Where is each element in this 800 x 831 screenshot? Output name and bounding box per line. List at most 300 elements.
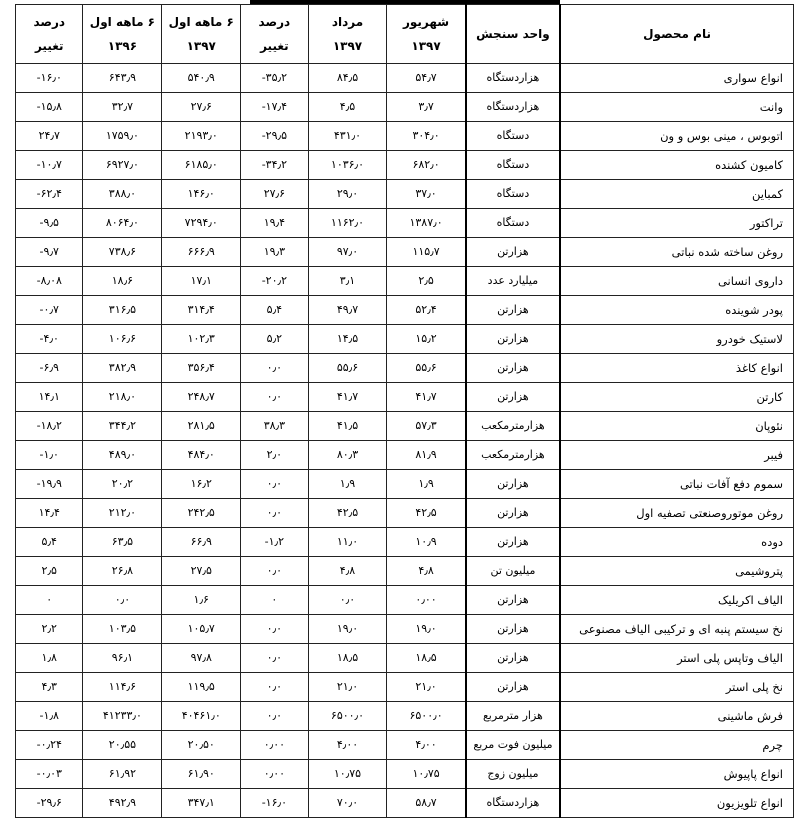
cell-pct-change-monthly-value: -۱٫۲ <box>264 535 285 548</box>
cell-six-month-1397 <box>162 267 241 296</box>
cell-shahrivar-value: ۵۷٫۳ <box>415 419 437 432</box>
cell-pct-change-monthly-value: ۳۸٫۳ <box>263 419 286 432</box>
cell-six-month-1396 <box>83 702 162 731</box>
table-row <box>16 354 794 383</box>
cell-pct-change-monthly <box>241 441 308 470</box>
cell-six-month-1396-value: ۲۱۸٫۰ <box>108 390 137 403</box>
cell-pct-change-monthly <box>241 325 308 354</box>
cell-six-month-1396 <box>83 354 162 383</box>
cell-shahrivar <box>387 122 466 151</box>
cell-six-month-1397-value: ۲۸۱٫۵ <box>187 419 215 432</box>
cell-mordad-value: ۴۱٫۵ <box>336 419 359 432</box>
table-header <box>16 5 794 64</box>
cell-six-month-1397 <box>162 673 241 702</box>
cell-shahrivar-value: ۱۵٫۲ <box>415 332 437 345</box>
cell-six-month-1397-value: ۷۲۹۴٫۰ <box>184 216 218 229</box>
cell-six-month-1396-value: ۳۴۴٫۲ <box>108 419 137 432</box>
cell-mordad <box>308 209 387 238</box>
cell-pct-change-monthly-value: ۲۷٫۶ <box>263 187 286 200</box>
cell-product-name <box>560 151 793 180</box>
table-row <box>16 557 794 586</box>
cell-unit-value: هزارتن <box>497 332 529 345</box>
cell-shahrivar <box>387 325 466 354</box>
cell-shahrivar <box>387 644 466 673</box>
cell-pct-change-six-month-value: -۹٫۵ <box>39 216 59 229</box>
cell-six-month-1397-value: ۵۴۰٫۹ <box>187 71 215 84</box>
cell-six-month-1397-value: ۶۱٫۹۰ <box>187 767 215 780</box>
cell-six-month-1396 <box>83 383 162 412</box>
cell-unit <box>466 470 560 499</box>
table-row <box>16 209 794 238</box>
cell-mordad-value: ۲۹٫۰ <box>336 187 359 200</box>
header-product: نام محصول <box>560 5 793 64</box>
cell-pct-change-six-month <box>16 441 83 470</box>
production-table-container <box>15 4 794 818</box>
cell-pct-change-six-month <box>16 412 83 441</box>
cell-unit-value: دستگاه <box>496 216 530 229</box>
cell-pct-change-monthly <box>241 383 308 412</box>
cell-product-name <box>560 470 793 499</box>
cell-six-month-1396 <box>83 528 162 557</box>
cell-six-month-1396 <box>83 557 162 586</box>
cell-pct-change-six-month <box>16 122 83 151</box>
cell-mordad <box>308 789 387 818</box>
cell-shahrivar <box>387 702 466 731</box>
cell-pct-change-monthly <box>241 644 308 673</box>
cell-six-month-1397-value: ۶۶٫۹ <box>190 535 212 548</box>
cell-six-month-1397 <box>162 644 241 673</box>
cell-product-name-value: تراکتور <box>749 216 783 230</box>
cell-shahrivar-value: ۱۰٫۹ <box>415 535 437 548</box>
cell-unit-value: هزاردستگاه <box>486 100 540 113</box>
cell-pct-change-monthly <box>241 702 308 731</box>
table-row <box>16 528 794 557</box>
table-row <box>16 702 794 731</box>
cell-product-name <box>560 557 793 586</box>
cell-six-month-1396 <box>83 644 162 673</box>
cell-product-name <box>560 180 793 209</box>
cell-pct-change-monthly <box>241 731 308 760</box>
cell-unit-value: هزارتن <box>497 622 529 635</box>
cell-six-month-1397 <box>162 354 241 383</box>
cell-mordad <box>308 412 387 441</box>
cell-shahrivar <box>387 354 466 383</box>
cell-six-month-1396 <box>83 180 162 209</box>
cell-six-month-1396 <box>83 238 162 267</box>
cell-six-month-1396 <box>83 441 162 470</box>
cell-pct-change-monthly <box>241 615 308 644</box>
cell-unit <box>466 209 560 238</box>
cell-pct-change-six-month <box>16 557 83 586</box>
cell-six-month-1396-value: ۱۰۶٫۶ <box>108 332 137 345</box>
cell-product-name <box>560 528 793 557</box>
cell-product-name <box>560 499 793 528</box>
table-row <box>16 325 794 354</box>
cell-six-month-1396 <box>83 731 162 760</box>
cell-six-month-1397 <box>162 209 241 238</box>
cell-pct-change-six-month-value: -۰٫۰۳ <box>36 767 62 780</box>
cell-six-month-1397-value: ۳۱۴٫۴ <box>187 303 215 316</box>
cell-shahrivar <box>387 499 466 528</box>
cell-six-month-1397-value: ۳۵۶٫۴ <box>187 361 215 374</box>
cell-six-month-1397 <box>162 383 241 412</box>
cell-pct-change-six-month <box>16 499 83 528</box>
cell-unit <box>466 122 560 151</box>
cell-mordad <box>308 93 387 122</box>
cell-pct-change-monthly <box>241 557 308 586</box>
cell-product-name-value: الیاف اکریلیک <box>717 593 783 607</box>
cell-shahrivar-value: ۱۳۸۷٫۰ <box>409 216 443 229</box>
cell-six-month-1396-value: ۴۹۲٫۹ <box>108 796 137 809</box>
cell-unit <box>466 354 560 383</box>
cell-shahrivar <box>387 151 466 180</box>
cell-unit <box>466 557 560 586</box>
cell-six-month-1396 <box>83 325 162 354</box>
cell-product-name <box>560 789 793 818</box>
cell-six-month-1396 <box>83 789 162 818</box>
cell-unit-value: دستگاه <box>496 158 530 171</box>
cell-pct-change-monthly-value: -۲۰٫۲ <box>261 274 287 287</box>
cell-unit <box>466 238 560 267</box>
cell-unit <box>466 296 560 325</box>
cell-pct-change-monthly-value: ۰٫۰۰ <box>263 738 286 751</box>
cell-product-name-value: نخ سیستم پنبه ای و ترکیبی الیاف مصنوعی <box>579 622 783 636</box>
cell-unit-value: هزارتن <box>497 361 529 374</box>
cell-unit-value: هزارتن <box>497 477 529 490</box>
cell-mordad <box>308 325 387 354</box>
cell-product-name-value: کارتن <box>756 390 783 404</box>
cell-mordad <box>308 528 387 557</box>
table-row <box>16 673 794 702</box>
cell-shahrivar-value: ۴۲٫۵ <box>415 506 437 519</box>
cell-unit-value: میلیون زوج <box>487 767 539 780</box>
cell-mordad <box>308 499 387 528</box>
cell-unit <box>466 64 560 93</box>
cell-product-name-value: انواع تلویزیون <box>716 796 783 810</box>
cell-pct-change-six-month <box>16 731 83 760</box>
cell-product-name <box>560 702 793 731</box>
cell-six-month-1396 <box>83 209 162 238</box>
cell-product-name <box>560 93 793 122</box>
cell-mordad <box>308 470 387 499</box>
cell-mordad <box>308 673 387 702</box>
table-row <box>16 760 794 789</box>
cell-mordad-value: ۱۰۳۶٫۰ <box>330 158 365 171</box>
cell-shahrivar-value: ۱۸٫۵ <box>415 651 437 664</box>
table-row <box>16 441 794 470</box>
cell-six-month-1397-value: ۱٫۶ <box>193 593 209 606</box>
table-row <box>16 93 794 122</box>
cell-pct-change-monthly <box>241 267 308 296</box>
cell-unit-value: هزاردستگاه <box>486 71 540 84</box>
cell-pct-change-monthly <box>241 470 308 499</box>
cell-six-month-1397-value: ۱۱۹٫۵ <box>187 680 215 693</box>
cell-shahrivar-value: ۴۱٫۷ <box>415 390 437 403</box>
header-six-1396: ۶ ماهه اول ۱۳۹۶ <box>83 5 162 64</box>
cell-mordad <box>308 180 387 209</box>
cell-shahrivar <box>387 296 466 325</box>
cell-pct-change-six-month <box>16 209 83 238</box>
cell-unit <box>466 702 560 731</box>
cell-unit <box>466 383 560 412</box>
cell-shahrivar-value: ۵۸٫۷ <box>415 796 437 809</box>
cell-shahrivar <box>387 615 466 644</box>
cell-pct-change-six-month-value: ۰ <box>46 593 53 606</box>
cell-six-month-1397-value: ۱۰۵٫۷ <box>187 622 215 635</box>
cell-pct-change-six-month-value: -۶۲٫۴ <box>36 187 62 200</box>
cell-six-month-1396 <box>83 122 162 151</box>
cell-six-month-1397-value: ۱۰۲٫۳ <box>187 332 215 345</box>
cell-six-month-1396 <box>83 499 162 528</box>
cell-mordad-value: ۴٫۸ <box>339 564 356 577</box>
cell-mordad-value: ۹۷٫۰ <box>336 245 359 258</box>
cell-mordad-value: ۱۴٫۵ <box>336 332 359 345</box>
cell-mordad-value: ۶۵۰۰٫۰ <box>330 709 365 722</box>
header-pct2: درصد تغییر <box>16 5 83 64</box>
cell-pct-change-six-month <box>16 760 83 789</box>
cell-six-month-1397-value: ۲۴۸٫۷ <box>187 390 215 403</box>
cell-six-month-1397 <box>162 731 241 760</box>
cell-product-name <box>560 441 793 470</box>
cell-shahrivar-value: ۱٫۹ <box>418 477 434 490</box>
cell-pct-change-six-month-value: -۱٫۰ <box>39 448 59 461</box>
cell-product-name-value: فرش ماشینی <box>717 709 783 723</box>
cell-mordad <box>308 702 387 731</box>
cell-unit <box>466 760 560 789</box>
cell-unit-value: میلیون فوت مربع <box>473 738 553 751</box>
cell-mordad-value: ۴۹٫۷ <box>336 303 359 316</box>
cell-product-name-value: پودر شوینده <box>725 303 783 317</box>
cell-six-month-1396-value: ۷۳۸٫۶ <box>108 245 137 258</box>
cell-product-name <box>560 296 793 325</box>
cell-mordad <box>308 731 387 760</box>
cell-six-month-1396 <box>83 151 162 180</box>
cell-pct-change-monthly-value: ۵٫۲ <box>266 332 283 345</box>
cell-product-name-value: انواع سواری <box>723 71 783 85</box>
cell-pct-change-six-month <box>16 267 83 296</box>
cell-shahrivar <box>387 267 466 296</box>
cell-shahrivar-value: ۵۵٫۶ <box>415 361 437 374</box>
cell-six-month-1397 <box>162 499 241 528</box>
cell-shahrivar-value: ۳۰۴٫۰ <box>412 129 440 142</box>
cell-mordad <box>308 760 387 789</box>
cell-product-name <box>560 209 793 238</box>
cell-product-name <box>560 586 793 615</box>
cell-shahrivar <box>387 93 466 122</box>
cell-six-month-1397 <box>162 528 241 557</box>
cell-pct-change-monthly <box>241 296 308 325</box>
cell-product-name-value: انواع کاغذ <box>735 361 783 375</box>
cell-unit <box>466 528 560 557</box>
cell-mordad-value: ۷۰٫۰ <box>336 796 359 809</box>
cell-six-month-1397-value: ۴۸۴٫۰ <box>187 448 215 461</box>
cell-unit <box>466 180 560 209</box>
cell-product-name-value: وانت <box>759 100 783 114</box>
header-six-1397: ۶ ماهه اول ۱۳۹۷ <box>162 5 241 64</box>
cell-product-name <box>560 673 793 702</box>
cell-six-month-1396-value: ۹۶٫۱ <box>111 651 134 664</box>
cell-pct-change-monthly-value: -۳۵٫۲ <box>261 71 287 84</box>
cell-unit-value: هزارتن <box>497 303 529 316</box>
cell-six-month-1397 <box>162 325 241 354</box>
cell-shahrivar-value: ۳٫۷ <box>418 100 434 113</box>
cell-mordad <box>308 586 387 615</box>
cell-unit-value: هزارتن <box>497 680 529 693</box>
cell-pct-change-monthly <box>241 673 308 702</box>
table-row <box>16 499 794 528</box>
cell-shahrivar-value: ۶۸۲٫۰ <box>412 158 440 171</box>
cell-unit <box>466 267 560 296</box>
cell-mordad <box>308 238 387 267</box>
table-row <box>16 180 794 209</box>
table-row <box>16 586 794 615</box>
table-row <box>16 789 794 818</box>
cell-six-month-1397 <box>162 760 241 789</box>
cell-pct-change-six-month-value: ۲۴٫۷ <box>38 129 60 142</box>
cell-six-month-1396 <box>83 470 162 499</box>
cell-pct-change-six-month-value: -۱۵٫۸ <box>36 100 62 113</box>
header-mordad: مرداد ۱۳۹۷ <box>308 5 387 64</box>
cell-unit-value: هزارتن <box>497 535 529 548</box>
cell-six-month-1396-value: ۱۸٫۶ <box>111 274 134 287</box>
cell-shahrivar-value: ۶۵۰۰٫۰ <box>409 709 443 722</box>
cell-shahrivar-value: ۴٫۰۰ <box>415 738 437 751</box>
cell-six-month-1396 <box>83 615 162 644</box>
cell-six-month-1397-value: ۹۷٫۸ <box>190 651 212 664</box>
cell-pct-change-six-month-value: -۱۹٫۹ <box>36 477 62 490</box>
cell-pct-change-six-month <box>16 354 83 383</box>
table-row <box>16 122 794 151</box>
cell-mordad-value: ۱۸٫۵ <box>336 651 359 664</box>
cell-unit-value: هزارتن <box>497 245 529 258</box>
cell-shahrivar <box>387 470 466 499</box>
cell-pct-change-six-month <box>16 238 83 267</box>
cell-product-name <box>560 615 793 644</box>
cell-six-month-1397-value: ۶۱۸۵٫۰ <box>184 158 218 171</box>
cell-mordad <box>308 441 387 470</box>
cell-pct-change-six-month <box>16 673 83 702</box>
cell-six-month-1397 <box>162 441 241 470</box>
cell-pct-change-monthly <box>241 760 308 789</box>
cell-shahrivar <box>387 383 466 412</box>
cell-six-month-1397 <box>162 586 241 615</box>
cell-six-month-1396 <box>83 93 162 122</box>
cell-unit-value: هزارتن <box>497 593 529 606</box>
table-row <box>16 470 794 499</box>
cell-product-name-value: لاستیک خودرو <box>716 332 783 346</box>
cell-six-month-1397 <box>162 789 241 818</box>
cell-unit <box>466 731 560 760</box>
cell-pct-change-monthly <box>241 499 308 528</box>
cell-six-month-1397-value: ۳۴۷٫۱ <box>187 796 215 809</box>
cell-pct-change-six-month-value: -۹٫۷ <box>39 245 59 258</box>
cell-mordad-value: ۸۰٫۳ <box>336 448 359 461</box>
cell-six-month-1396-value: ۶۹۲۷٫۰ <box>105 158 139 171</box>
cell-mordad-value: ۴٫۵ <box>339 100 356 113</box>
cell-product-name-value: پتروشیمی <box>735 564 783 578</box>
cell-six-month-1397-value: ۲۱۹۳٫۰ <box>184 129 218 142</box>
cell-product-name-value: نئوپان <box>755 419 783 433</box>
cell-pct-change-monthly-value: -۳۴٫۲ <box>261 158 287 171</box>
cell-product-name-value: انواع پاپیوش <box>723 767 783 781</box>
cell-unit <box>466 673 560 702</box>
cell-pct-change-six-month-value: ۵٫۴ <box>41 535 57 548</box>
cell-six-month-1396-value: ۸۰۶۴٫۰ <box>105 216 139 229</box>
cell-pct-change-six-month <box>16 586 83 615</box>
cell-six-month-1396-value: ۶۳٫۵ <box>111 535 134 548</box>
cell-pct-change-six-month-value: -۱۰٫۷ <box>36 158 62 171</box>
cell-product-name <box>560 760 793 789</box>
cell-six-month-1396-value: ۱۰۳٫۵ <box>108 622 137 635</box>
cell-shahrivar <box>387 238 466 267</box>
cell-mordad <box>308 122 387 151</box>
cell-unit <box>466 615 560 644</box>
cell-mordad <box>308 64 387 93</box>
cell-shahrivar-value: ۱۹٫۰ <box>415 622 437 635</box>
cell-six-month-1396 <box>83 586 162 615</box>
cell-unit-value: هزارمترمکعب <box>481 419 545 432</box>
cell-mordad <box>308 296 387 325</box>
cell-mordad-value: ۴۳۱٫۰ <box>333 129 362 142</box>
cell-pct-change-monthly-value: ۰٫۰ <box>266 390 283 403</box>
cell-unit-value: هزارتن <box>497 506 529 519</box>
cell-unit-value: دستگاه <box>496 187 530 200</box>
cell-pct-change-monthly-value: ۱۹٫۴ <box>263 216 286 229</box>
cell-pct-change-six-month <box>16 93 83 122</box>
cell-shahrivar <box>387 441 466 470</box>
cell-pct-change-monthly <box>241 151 308 180</box>
cell-pct-change-monthly-value: ۰٫۰ <box>266 651 283 664</box>
cell-mordad-value: ۱۰٫۷۵ <box>333 767 362 780</box>
cell-unit-value: هزاردستگاه <box>486 796 540 809</box>
cell-product-name-value: الیاف وتاپس پلی استر <box>677 651 783 665</box>
table-row <box>16 731 794 760</box>
table-row <box>16 64 794 93</box>
cell-pct-change-monthly-value: -۱۶٫۰ <box>261 796 287 809</box>
cell-shahrivar-value: ۸۱٫۹ <box>415 448 437 461</box>
cell-shahrivar-value: ۵۲٫۴ <box>415 303 437 316</box>
cell-mordad-value: ۰٫۰ <box>339 593 356 606</box>
cell-pct-change-six-month-value: -۰٫۷ <box>39 303 59 316</box>
cell-pct-change-monthly <box>241 528 308 557</box>
cell-mordad-value: ۵۵٫۶ <box>336 361 359 374</box>
cell-pct-change-six-month <box>16 180 83 209</box>
table-row <box>16 296 794 325</box>
cell-unit <box>466 325 560 354</box>
cell-pct-change-six-month <box>16 296 83 325</box>
cell-pct-change-six-month-value: ۱۴٫۴ <box>38 506 60 519</box>
cell-six-month-1396 <box>83 296 162 325</box>
cell-unit <box>466 789 560 818</box>
cell-six-month-1397 <box>162 64 241 93</box>
cell-shahrivar <box>387 586 466 615</box>
cell-six-month-1397 <box>162 557 241 586</box>
cell-mordad-value: ۸۴٫۵ <box>336 71 359 84</box>
cell-shahrivar-value: ۲۱٫۰ <box>415 680 437 693</box>
cell-pct-change-monthly <box>241 354 308 383</box>
cell-pct-change-six-month-value: ۲٫۵ <box>41 564 57 577</box>
cell-mordad-value: ۱۱٫۰ <box>336 535 359 548</box>
cell-six-month-1397 <box>162 702 241 731</box>
cell-six-month-1397-value: ۲۴۲٫۵ <box>187 506 215 519</box>
production-table <box>15 4 794 818</box>
cell-shahrivar <box>387 180 466 209</box>
cell-shahrivar <box>387 789 466 818</box>
cell-pct-change-six-month <box>16 151 83 180</box>
cell-unit <box>466 412 560 441</box>
cell-pct-change-monthly-value: ۰٫۰۰ <box>263 767 286 780</box>
cell-pct-change-six-month <box>16 64 83 93</box>
